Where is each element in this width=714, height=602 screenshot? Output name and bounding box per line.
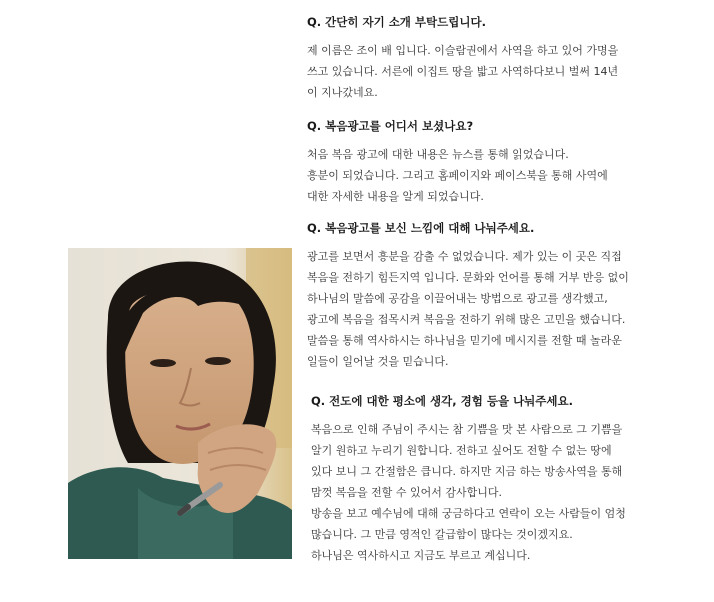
answer-line: 제 이름은 조이 배 입니다. 이슬람권에서 사역을 하고 있어 가명을: [307, 44, 619, 57]
answer-text: [307, 30, 697, 103]
answer-line: 있다 보니 그 간절함은 큽니다. 하지만 지금 하는 방송사역을 통해: [311, 465, 623, 478]
answer-line: 광고를 보면서 흥분을 감출 수 없었습니다. 제가 있는 이 곳은 직접: [307, 250, 622, 263]
answer-line: 알기 원하고 누리기 원합니다. 전하고 싶어도 전할 수 없는 땅에: [311, 444, 612, 457]
answer-line: 말씀을 통해 역사하시는 하나님을 믿기에 메시지를 전할 때 놀라운: [307, 334, 622, 347]
answer-line: 일들이 일어날 것을 믿습니다.: [307, 355, 449, 368]
answer-line: 하나님의 말씀에 공감을 이끌어내는 방법으로 광고를 생각했고,: [307, 292, 608, 305]
answer-line: 하나님은 역사하시고 지금도 부르고 계십니다.: [311, 549, 531, 562]
qa-section-impressions: [307, 221, 697, 372]
answer-line: 쓰고 있습니다. 서른에 이집트 땅을 밟고 사역하다보니 벌써 14년: [307, 65, 619, 78]
answer-line: 방송을 보고 예수님에 대해 궁금하다고 연락이 오는 사람들이 엄청: [311, 507, 626, 520]
question-heading: Q. 복음광고를 보신 느낌에 대해 나눠주세요.: [307, 221, 535, 235]
answer-line: 흥분이 되었습니다. 그리고 홈페이지와 페이스북을 통해 사역에: [307, 169, 608, 182]
question-heading: Q. 전도에 대한 평소에 생각, 경험 등을 나눠주세요.: [311, 394, 573, 408]
answer-line: 광고에 복음을 접목시켜 복음을 전하기 위해 많은 고민을 했습니다.: [307, 313, 626, 326]
answer-line: 처음 복음 광고에 대한 내용은 뉴스를 통해 읽었습니다.: [307, 148, 569, 161]
answer-line: 대한 자세한 내용을 알게 되었습니다.: [307, 190, 484, 203]
answer-text: [311, 409, 701, 566]
qa-section-intro: [307, 15, 697, 103]
qa-section-evangelism: [311, 394, 701, 566]
answer-line: 복음을 전하기 힘든지역 입니다. 문화와 언어를 통해 거부 반응 없이: [307, 271, 629, 284]
answer-line: 이 지나갔네요.: [307, 86, 378, 99]
qa-section-where-seen: [307, 119, 697, 207]
question-heading: Q. 간단히 자기 소개 부탁드립니다.: [307, 15, 486, 29]
question-heading: Q. 복음광고를 어디서 보셨나요?: [307, 119, 474, 133]
portrait-photo: [68, 248, 292, 559]
answer-line: 많습니다. 그 만큼 영적인 갈급함이 많다는 것이겠지요.: [311, 528, 573, 541]
answer-line: 복음으로 인해 주님이 주시는 참 기쁨을 맛 본 사람으로 그 기쁨을: [311, 423, 623, 436]
answer-text: [307, 134, 697, 207]
answer-text: [307, 236, 697, 372]
answer-line: 맘껏 복음을 전할 수 있어서 감사합니다.: [311, 486, 502, 499]
